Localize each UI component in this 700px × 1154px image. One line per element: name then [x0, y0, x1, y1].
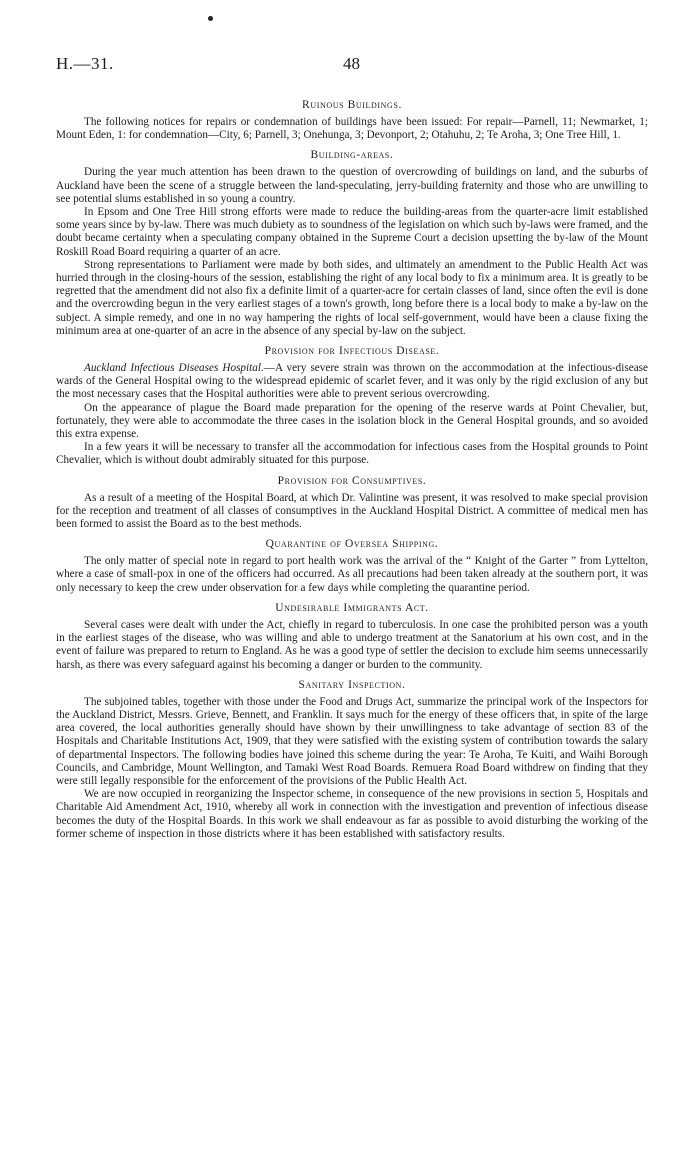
paragraph-text: —A very severe strain was thrown on the accommodation at the infectious-disease wards of the General Hospital owing to the widespread epidemic of scarlet fever, and it was only by the rigid exclusion of any but the most necessary cases that the Hospital authorities were able to prevent serious overcrowding.	[56, 362, 648, 401]
section-heading: Sanitary Inspection.	[298, 678, 406, 691]
section-building-areas	[56, 148, 648, 338]
hospital-name-lead: Auckland Infectious Diseases Hospital.	[84, 362, 264, 375]
paragraph: The following notices for repairs or condemnation of buildings have been issued: For repair—Parnell, 11; Newmarket, 1; Mount Eden, 1: for condemnation—City, 6; Parnell, 3; Onehunga, 3; Devonport, 2; Otahuhu, 2; Te Aroha, 3; One Tree Hill, 1.	[56, 116, 648, 142]
section-heading: Quarantine of Oversea Shipping.	[265, 538, 439, 551]
page-header	[56, 54, 648, 92]
section-infectious-disease	[56, 344, 648, 468]
paragraph: On the appearance of plague the Board made preparation for the opening of the reserve wards at Point Chevalier, but, fortunately, they were able to accommodate the three cases in the isolation block in the General Hospital grounds, and so avoided this extra expense.	[56, 401, 648, 441]
paragraph: The subjoined tables, together with those under the Food and Drugs Act, summarize the principal work of the Inspectors for the Auckland District, Messrs. Grieve, Bennett, and Franklin. It says much for the energy of these officers that, in spite of the large area covered, the local authorities generally should have shown by their unwillingness to take advantage of section 83 of the Hospitals and Charitable Institutions Act, 1909, that they were satisfied with the existing system of contribution towards the salary of departmental Inspectors. The following bodies have joined this scheme during the year: Te Aroha, Te Kuiti, and Waihi Borough Councils, and Cambridge, Mount Wellington, and Tamaki West Road Boards. Remuera Road Board withdrew on finding that they were still legally responsible for the enforcement of the provisions of the Public Health Act.	[56, 695, 648, 787]
section-consumptives	[56, 474, 648, 532]
paragraph: The only matter of special note in regard to port health work was the arrival of the “ Knight of the Garter ” from Lyttelton, where a case of small-pox in one of the officers had occurred. As all precautions had been taken already at the southern port, it was only necessary to keep the crew under observation for a few days while completing the quarantine period.	[56, 555, 648, 594]
paragraph: In a few years it will be necessary to transfer all the accommodation for infectious cases from the Hospital grounds to Point Chevalier, which is without doubt admirably situated for this purpose.	[56, 441, 648, 467]
section-heading: Provision for Consumptives.	[277, 474, 427, 487]
paragraph: In Epsom and One Tree Hill strong efforts were made to reduce the building-areas from the quarter-acre limit established some years since by by-law. There was much dubiety as to soundness of the legislation on which such by-laws were framed, and the doubt became certainty when a speculating company obtained in the Supreme Court a decision upsetting the by-law of the Mount Roskill Road Board requiring a quarter of an acre.	[56, 206, 648, 258]
paragraph: Strong representations to Parliament were made by both sides, and ultimately an amendment to the Public Health Act was hurried through in the closing-hours of the session, establishing the right of any local body to fix a minimum area. It is greatly to be regretted that the amendment did not also fix a definite limit of a quarter-acre for certain classes of land, since often the evil is done and the overcrowding begun in the very earliest stages of a town's growth, long before there is a local body to make a by-law on the subject. A simple remedy, and one in no way hampering the rights of local self-government, would have been a clause fixing the minimum area at one-quarter of an acre in the absence of any special by-law on the subject.	[56, 258, 648, 337]
section-heading: Building-areas.	[310, 149, 394, 162]
paragraph: Several cases were dealt with under the Act, chiefly in regard to tuberculosis. In one case the prohibited person was a youth in the earliest stages of the disease, who was willing and able to undergo treatment at the Sanatorium at his own cost, and in the event of failure was prepared to return to England. As he was a good type of settler the decision to exclude him seems unnecessarily harsh, as there was every safeguard against his becoming a danger or burden to the community.	[56, 618, 648, 671]
section-ruinous-buildings	[56, 98, 648, 142]
document-page	[56, 20, 648, 841]
section-heading: Ruinous Buildings.	[302, 99, 402, 111]
section-undesirable-immigrants	[56, 601, 648, 672]
section-quarantine	[56, 537, 648, 595]
document-reference: H.—31.	[56, 54, 114, 73]
page-number: 48	[343, 54, 360, 73]
section-heading: Undesirable Immigrants Act.	[275, 601, 429, 614]
paragraph	[56, 362, 648, 402]
section-heading: Provision for Infectious Disease.	[264, 345, 440, 358]
paragraph: We are now occupied in reorganizing the Inspector scheme, in consequence of the new provisions in section 5, Hospitals and Charitable Aid Amendment Act, 1910, whereby all work in connection with the investigation and prevention of infectious disease becomes the duty of the Hospital Boards. In this work we shall endeavour as far as possible to avoid disturbing the working of the former scheme of inspection in those districts where it has been established with satisfactory results.	[56, 788, 648, 840]
section-sanitary-inspection	[56, 678, 648, 841]
paragraph: As a result of a meeting of the Hospital Board, at which Dr. Valintine was present, it was resolved to make special provision for the reception and treatment of all classes of consumptives in the Auckland Hospital District. A committee of medical men has been formed to assist the Board as to the best methods.	[56, 491, 648, 531]
paragraph: During the year much attention has been drawn to the question of overcrowding of buildings on land, and the suburbs of Auckland have been the scene of a struggle between the land-speculating, jerry-building fraternity and those who are unwilling to see potential slums established in so young a country.	[56, 166, 648, 205]
